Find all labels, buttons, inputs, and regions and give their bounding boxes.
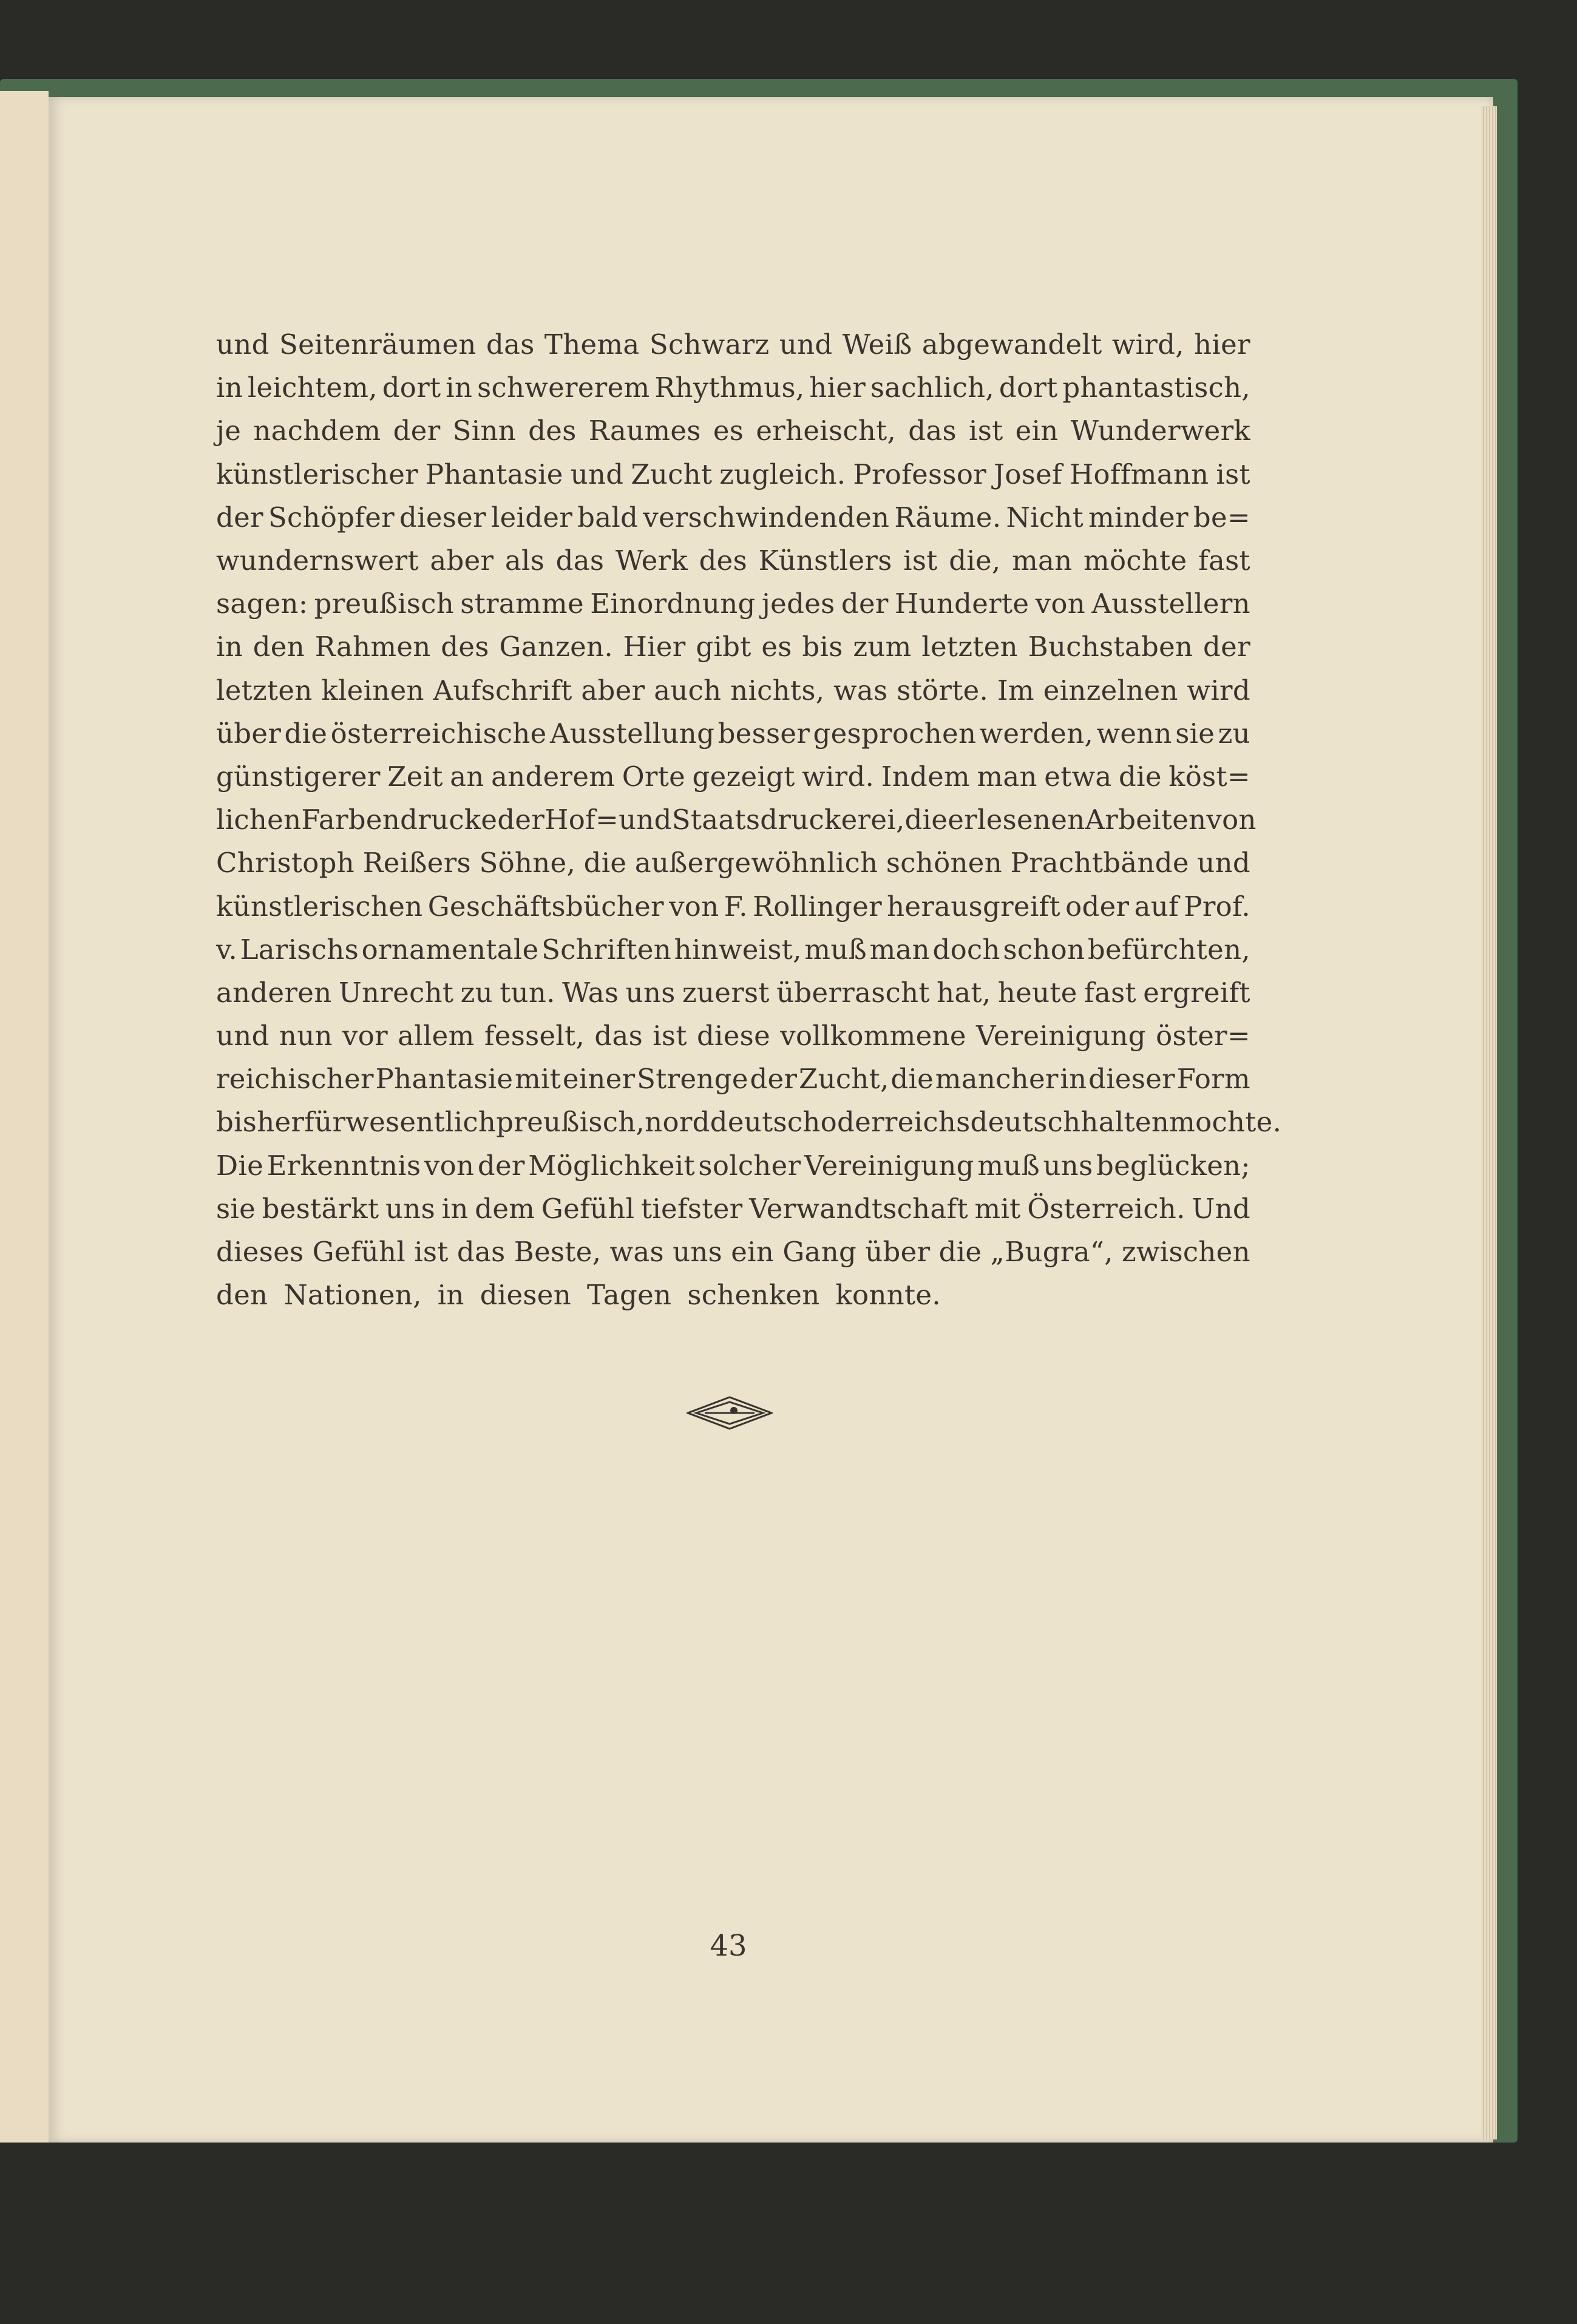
text-line bbox=[216, 928, 1250, 971]
word: die bbox=[938, 1236, 982, 1269]
word: bald bbox=[577, 501, 639, 534]
word: phantastisch, bbox=[1062, 371, 1250, 404]
word: es bbox=[713, 415, 744, 447]
word: günstigerer bbox=[216, 760, 381, 793]
word: Ganzen. bbox=[499, 631, 613, 663]
word: Phantasie bbox=[425, 458, 563, 490]
word: Schwarz bbox=[649, 328, 770, 361]
word: die bbox=[904, 804, 948, 836]
word: ist bbox=[414, 1236, 449, 1269]
word: mochte. bbox=[1169, 1106, 1282, 1139]
word: heute bbox=[997, 976, 1077, 1009]
word: preußisch bbox=[314, 588, 454, 620]
word: das bbox=[456, 1236, 506, 1269]
page-stack-edge bbox=[1481, 106, 1497, 2139]
word: uns bbox=[1043, 1149, 1093, 1182]
text-line bbox=[216, 1057, 1250, 1100]
word: auf bbox=[1134, 890, 1179, 923]
word: Vereinigung bbox=[976, 1020, 1146, 1052]
word: einzelnen bbox=[1043, 674, 1178, 706]
word: dort bbox=[382, 371, 441, 404]
word: man bbox=[869, 933, 930, 966]
word: Aufschrift bbox=[433, 674, 572, 706]
word: künstlerischer bbox=[216, 458, 418, 490]
word: lichen bbox=[216, 804, 302, 836]
word: konnte. bbox=[835, 1279, 941, 1312]
word: zu bbox=[1218, 717, 1250, 750]
word: als bbox=[504, 544, 545, 577]
word: ein bbox=[731, 1236, 775, 1269]
text-line bbox=[216, 409, 1250, 452]
word: das bbox=[555, 544, 605, 577]
word: mit bbox=[974, 1192, 1021, 1225]
word: der bbox=[477, 1149, 525, 1182]
word: Farbendrucke bbox=[301, 804, 498, 836]
word: Wunderwerk bbox=[1070, 415, 1250, 447]
word: sachlich, bbox=[870, 371, 994, 404]
word: in bbox=[216, 631, 243, 663]
word: Hunderte bbox=[895, 588, 1029, 620]
word: muß bbox=[977, 1149, 1040, 1182]
word: hat, bbox=[937, 976, 991, 1009]
word: es bbox=[761, 631, 792, 663]
word: zwischen bbox=[1121, 1236, 1250, 1269]
word: von bbox=[669, 890, 719, 923]
word: Verwandtschaft bbox=[749, 1192, 968, 1225]
word: Phantasie bbox=[375, 1063, 514, 1096]
word: oder bbox=[820, 1106, 884, 1139]
word: wird bbox=[1187, 674, 1250, 706]
word: vor bbox=[342, 1020, 388, 1052]
text-line bbox=[216, 798, 1257, 841]
word: tiefster bbox=[640, 1192, 743, 1225]
word: etwa bbox=[1044, 760, 1112, 793]
word: Staatsdruckerei, bbox=[671, 804, 905, 836]
word: Larischs bbox=[240, 933, 359, 966]
word: ist bbox=[969, 415, 1003, 447]
word: uns bbox=[385, 1192, 435, 1225]
word: Sinn bbox=[452, 415, 517, 447]
word: Reißers bbox=[362, 847, 471, 879]
word: Unrecht bbox=[338, 976, 454, 1009]
word: Söhne, bbox=[479, 847, 576, 879]
text-line bbox=[216, 496, 1250, 539]
word: nun bbox=[279, 1020, 333, 1052]
word: Orte bbox=[622, 760, 686, 793]
text-line bbox=[216, 1014, 1250, 1057]
word: ein bbox=[1015, 415, 1059, 447]
word: des bbox=[699, 544, 747, 577]
word: Schriften bbox=[541, 933, 672, 966]
word: zugleich. bbox=[719, 458, 846, 490]
word: doch bbox=[932, 933, 1000, 966]
body-text bbox=[216, 323, 1282, 1316]
text-line bbox=[216, 1100, 1282, 1143]
word: diesen bbox=[480, 1279, 572, 1312]
word: außergewöhnlich bbox=[634, 847, 878, 879]
word: Hoffmann bbox=[1069, 458, 1209, 490]
word: Die bbox=[216, 1149, 264, 1182]
word: fesselt, bbox=[484, 1020, 585, 1052]
word: mit bbox=[515, 1063, 561, 1096]
word: störte. bbox=[897, 674, 989, 706]
word: stramme bbox=[460, 588, 584, 620]
text-line bbox=[216, 1273, 1250, 1316]
word: Zeit bbox=[387, 760, 443, 793]
word: man bbox=[1012, 544, 1073, 577]
word: be= bbox=[1193, 501, 1250, 534]
word: Einordnung bbox=[590, 588, 756, 620]
word: einer bbox=[562, 1063, 636, 1096]
word: schönen bbox=[886, 847, 1002, 879]
word: ist bbox=[903, 544, 938, 577]
word: des bbox=[441, 631, 489, 663]
word: bisher bbox=[216, 1106, 305, 1139]
word: Im bbox=[997, 674, 1034, 706]
word: Seitenräumen bbox=[279, 328, 476, 361]
word: sie bbox=[1175, 717, 1215, 750]
text-line bbox=[216, 453, 1250, 496]
word: zu bbox=[460, 976, 493, 1009]
word: die, bbox=[949, 544, 1001, 577]
word: Und bbox=[1192, 1192, 1250, 1225]
word: das bbox=[594, 1020, 643, 1052]
word: man bbox=[977, 760, 1037, 793]
word: Beste, bbox=[514, 1236, 602, 1269]
page-number: 43 bbox=[710, 1929, 747, 1963]
word: ist bbox=[1216, 458, 1250, 490]
word: in bbox=[437, 1279, 464, 1312]
word: uns bbox=[625, 976, 676, 1009]
diamond-ornament-icon bbox=[687, 1395, 773, 1431]
word: v. bbox=[216, 933, 237, 966]
word: Räume. bbox=[894, 501, 1002, 534]
word: diese bbox=[696, 1020, 771, 1052]
word: künstlerischen bbox=[216, 890, 423, 923]
word: Thema bbox=[544, 328, 640, 361]
word: und bbox=[216, 328, 270, 361]
word: solcher bbox=[698, 1149, 801, 1182]
word: Prachtbände bbox=[1010, 847, 1189, 879]
word: ist bbox=[653, 1020, 687, 1052]
word: auch bbox=[654, 674, 722, 706]
word: der bbox=[497, 804, 545, 836]
word: der bbox=[393, 415, 441, 447]
word: überrascht bbox=[776, 976, 930, 1009]
word: der bbox=[841, 588, 889, 620]
word: sie bbox=[216, 1192, 256, 1225]
word: und bbox=[216, 1020, 270, 1052]
word: in bbox=[446, 371, 473, 404]
word: gibt bbox=[696, 631, 751, 663]
word: dem bbox=[475, 1192, 535, 1225]
word: Christoph bbox=[216, 847, 355, 879]
text-line bbox=[216, 755, 1250, 798]
word: schwererem bbox=[477, 371, 650, 404]
word: von bbox=[1035, 588, 1086, 620]
word: verschwindenden bbox=[643, 501, 890, 534]
word: anderen bbox=[216, 976, 332, 1009]
word: sagen: bbox=[216, 588, 308, 620]
word: Hier bbox=[623, 631, 686, 663]
word: Möglichkeit bbox=[528, 1149, 695, 1182]
word: Zucht, bbox=[799, 1063, 889, 1096]
word: zum bbox=[853, 631, 912, 663]
word: „Bugra“, bbox=[990, 1236, 1113, 1269]
word: Künstlers bbox=[758, 544, 892, 577]
word: der bbox=[1203, 631, 1250, 663]
word: Was bbox=[562, 976, 619, 1009]
text-line bbox=[216, 841, 1250, 884]
word: wird, bbox=[1111, 328, 1184, 361]
word: vollkommene bbox=[780, 1020, 966, 1052]
word: ergreift bbox=[1143, 976, 1250, 1009]
word: Form bbox=[1176, 1063, 1250, 1096]
word: Nicht bbox=[1006, 501, 1084, 534]
word: Schöpfer bbox=[268, 501, 395, 534]
word: Weiß bbox=[842, 328, 912, 361]
word: bis bbox=[802, 631, 843, 663]
word: hier bbox=[1194, 328, 1250, 361]
word: wundernswert bbox=[216, 544, 419, 577]
word: Tagen bbox=[587, 1279, 672, 1312]
word: des bbox=[528, 415, 577, 447]
word: werden, bbox=[979, 717, 1094, 750]
word: bestärkt bbox=[262, 1192, 379, 1225]
word: den bbox=[216, 1279, 268, 1312]
word: wesentlich bbox=[345, 1106, 497, 1139]
word: fast bbox=[1198, 544, 1250, 577]
word: erheischt, bbox=[756, 415, 897, 447]
text-line bbox=[216, 625, 1250, 668]
word: die bbox=[284, 717, 328, 750]
word: Prof. bbox=[1184, 890, 1250, 923]
word: preußisch, bbox=[496, 1106, 645, 1139]
word: österreichische bbox=[330, 717, 547, 750]
word: halten bbox=[1080, 1106, 1170, 1139]
text-line bbox=[216, 1187, 1250, 1230]
word: Rhythmus, bbox=[654, 371, 805, 404]
word: aber bbox=[430, 544, 494, 577]
word: für bbox=[304, 1106, 346, 1139]
word: was bbox=[833, 674, 888, 706]
word: zuerst bbox=[682, 976, 770, 1009]
word: Werk bbox=[615, 544, 688, 577]
text-line bbox=[216, 539, 1250, 582]
word: jedes bbox=[761, 588, 835, 620]
word: letzten bbox=[216, 674, 313, 706]
word: wird. bbox=[802, 760, 875, 793]
word: letzten bbox=[921, 631, 1018, 663]
text-line bbox=[216, 1144, 1250, 1187]
word: nichts, bbox=[730, 674, 825, 706]
word: Arbeiten bbox=[1085, 804, 1207, 836]
word: Rollinger bbox=[753, 890, 882, 923]
word: öster= bbox=[1156, 1020, 1250, 1052]
word: reichsdeutsch bbox=[884, 1106, 1081, 1139]
word: und bbox=[619, 804, 672, 836]
word: von bbox=[1206, 804, 1257, 836]
word: leichtem, bbox=[247, 371, 378, 404]
word: wenn bbox=[1096, 717, 1172, 750]
word: köst= bbox=[1168, 760, 1250, 793]
word: leider bbox=[490, 501, 573, 534]
word: über bbox=[865, 1236, 931, 1269]
word: gezeigt bbox=[692, 760, 795, 793]
word: und bbox=[779, 328, 833, 361]
word: Gang bbox=[782, 1236, 857, 1269]
word: muß bbox=[804, 933, 867, 966]
word: Vereinigung bbox=[804, 1149, 974, 1182]
word: Ausstellern bbox=[1091, 588, 1250, 620]
word: Geschäftsbücher bbox=[427, 890, 664, 923]
word: gesprochen bbox=[813, 717, 977, 750]
word: besser bbox=[717, 717, 810, 750]
text-line bbox=[216, 1230, 1250, 1273]
word: hinweist, bbox=[674, 933, 802, 966]
word: allem bbox=[398, 1020, 475, 1052]
word: dieses bbox=[216, 1236, 304, 1269]
word: dort bbox=[999, 371, 1058, 404]
word: Indem bbox=[881, 760, 970, 793]
word: Zucht bbox=[631, 458, 713, 490]
facing-page-edge bbox=[0, 91, 49, 2143]
word: und bbox=[1197, 847, 1250, 879]
word: mancher bbox=[935, 1063, 1059, 1096]
word: die bbox=[1119, 760, 1162, 793]
word: fast bbox=[1084, 976, 1136, 1009]
word: schon bbox=[1003, 933, 1085, 966]
word: das bbox=[486, 328, 535, 361]
word: die bbox=[890, 1063, 934, 1096]
word: hier bbox=[809, 371, 866, 404]
word: Österreich. bbox=[1027, 1192, 1185, 1225]
word: Strenge bbox=[637, 1063, 748, 1096]
text-line bbox=[216, 323, 1250, 366]
word: Erkenntnis bbox=[266, 1149, 421, 1182]
word: F. bbox=[724, 890, 748, 923]
word: an bbox=[450, 760, 484, 793]
word: aber bbox=[581, 674, 645, 706]
word: in bbox=[216, 371, 243, 404]
word: tun. bbox=[500, 976, 555, 1009]
word: norddeutsch bbox=[645, 1106, 821, 1139]
word: nachdem bbox=[253, 415, 381, 447]
word: der bbox=[750, 1063, 798, 1096]
word: anderem bbox=[491, 760, 616, 793]
text-line bbox=[216, 669, 1250, 712]
word: in bbox=[1060, 1063, 1087, 1096]
word: Ausstellung bbox=[549, 717, 715, 750]
word: je bbox=[216, 415, 242, 447]
word: herausgreift bbox=[887, 890, 1060, 923]
word: minder bbox=[1088, 501, 1189, 534]
word: kleinen bbox=[321, 674, 424, 706]
text-line bbox=[216, 712, 1250, 755]
word: und bbox=[570, 458, 624, 490]
word: über bbox=[216, 717, 282, 750]
word: befürchten, bbox=[1087, 933, 1250, 966]
word: möchte bbox=[1083, 544, 1187, 577]
word: schenken bbox=[687, 1279, 820, 1312]
word: Raumes bbox=[588, 415, 701, 447]
word: Nationen, bbox=[283, 1279, 422, 1312]
word: der bbox=[216, 501, 263, 534]
word: Rahmen bbox=[314, 631, 431, 663]
word: abgewandelt bbox=[921, 328, 1102, 361]
word: Hof= bbox=[544, 804, 619, 836]
text-line bbox=[216, 884, 1250, 927]
word: Buchstaben bbox=[1028, 631, 1193, 663]
word: Josef bbox=[993, 458, 1062, 490]
word: erlesenen bbox=[948, 804, 1085, 836]
word: Gefühl bbox=[312, 1236, 406, 1269]
text-line bbox=[216, 582, 1250, 625]
word: beglücken; bbox=[1096, 1149, 1250, 1182]
word: was bbox=[609, 1236, 664, 1269]
word: uns bbox=[673, 1236, 723, 1269]
word: in bbox=[441, 1192, 469, 1225]
word: dieser bbox=[1088, 1063, 1175, 1096]
word: von bbox=[424, 1149, 475, 1182]
word: das bbox=[908, 415, 957, 447]
text-line bbox=[216, 971, 1250, 1014]
word: den bbox=[253, 631, 305, 663]
text-line bbox=[216, 366, 1250, 409]
word: oder bbox=[1065, 890, 1130, 923]
word: ornamentale bbox=[361, 933, 539, 966]
word: reichischer bbox=[216, 1063, 374, 1096]
word: Professor bbox=[853, 458, 987, 490]
word: die bbox=[583, 847, 627, 879]
word: dieser bbox=[399, 501, 486, 534]
word: Gefühl bbox=[541, 1192, 635, 1225]
